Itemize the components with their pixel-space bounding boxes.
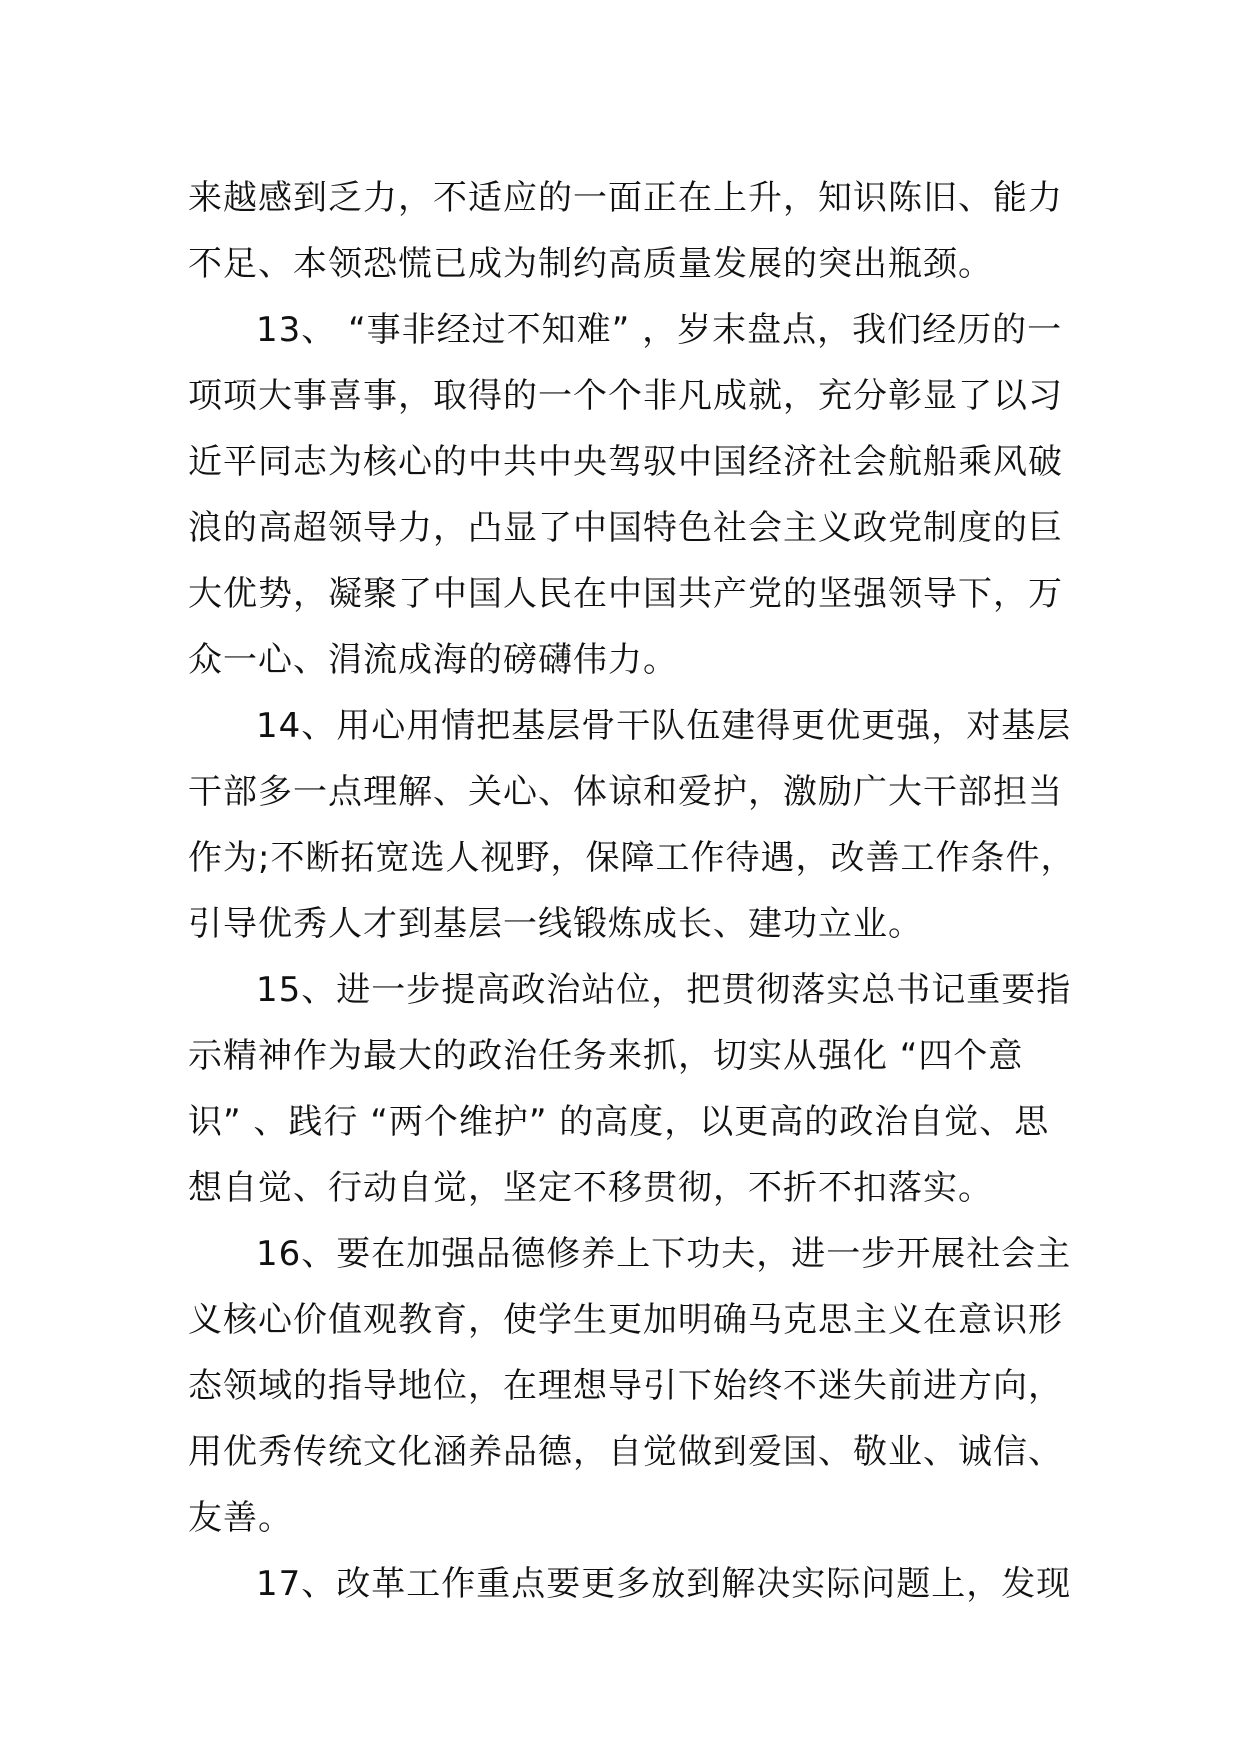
text-line: 不足、本领恐慌已成为制约高质量发展的突出瓶颈。 <box>188 244 993 284</box>
paragraph-p15 <box>188 957 1072 1221</box>
paragraph-p14 <box>188 693 1076 957</box>
text-line: 14、用心用情把基层骨干队伍建得更优更强，对基层 <box>256 706 1072 746</box>
text-line: 引导优秀人才到基层一线锻炼成长、建功立业。 <box>188 904 923 944</box>
paragraph-p-continued <box>188 165 1066 297</box>
text-line: 众一心、涓流成海的磅礴伟力。 <box>188 640 678 680</box>
text-line: 15、进一步提高政治站位，把贯彻落实总书记重要指 <box>256 970 1072 1010</box>
text-line: 项项大事喜事，取得的一个个非凡成就，充分彰显了以习 <box>188 376 1063 416</box>
text-line: 示精神作为最大的政治任务来抓，切实从强化 “四个意 <box>188 1036 1024 1076</box>
paragraph-p17 <box>188 1551 1072 1617</box>
text-line: 大优势，凝聚了中国人民在中国共产党的坚强领导下，万 <box>188 574 1063 614</box>
paragraph-p13 <box>188 297 1066 693</box>
text-line: 近平同志为核心的中共中央驾驭中国经济社会航船乘风破 <box>188 442 1063 482</box>
text-line: 13、 “事非经过不知难” ，岁末盘点，我们经历的一 <box>256 310 1063 350</box>
text-line: 来越感到乏力，不适应的一面正在上升，知识陈旧、能力 <box>188 178 1063 218</box>
text-line: 友善。 <box>188 1498 293 1538</box>
text-line: 识” 、践行 “两个维护” 的高度，以更高的政治自觉、思 <box>188 1102 1050 1142</box>
text-line: 义核心价值观教育，使学生更加明确马克思主义在意识形 <box>188 1300 1063 1340</box>
text-line: 16、要在加强品德修养上下功夫，进一步开展社会主 <box>256 1234 1072 1274</box>
text-line: 想自觉、行动自觉，坚定不移贯彻，不折不扣落实。 <box>188 1168 993 1208</box>
text-line: 态领域的指导地位，在理想导引下始终不迷失前进方向， <box>188 1366 1063 1406</box>
text-line: 17、改革工作重点要更多放到解决实际问题上，发现 <box>256 1564 1072 1604</box>
paragraph-p16 <box>188 1221 1072 1551</box>
text-line: 浪的高超领导力，凸显了中国特色社会主义政党制度的巨 <box>188 508 1063 548</box>
text-line: 作为;不断拓宽选人视野，保障工作待遇，改善工作条件， <box>188 838 1076 878</box>
document-body <box>188 165 1076 1617</box>
text-line: 用优秀传统文化涵养品德，自觉做到爱国、敬业、诚信、 <box>188 1432 1063 1472</box>
text-line: 干部多一点理解、关心、体谅和爱护，激励广大干部担当 <box>188 772 1063 812</box>
